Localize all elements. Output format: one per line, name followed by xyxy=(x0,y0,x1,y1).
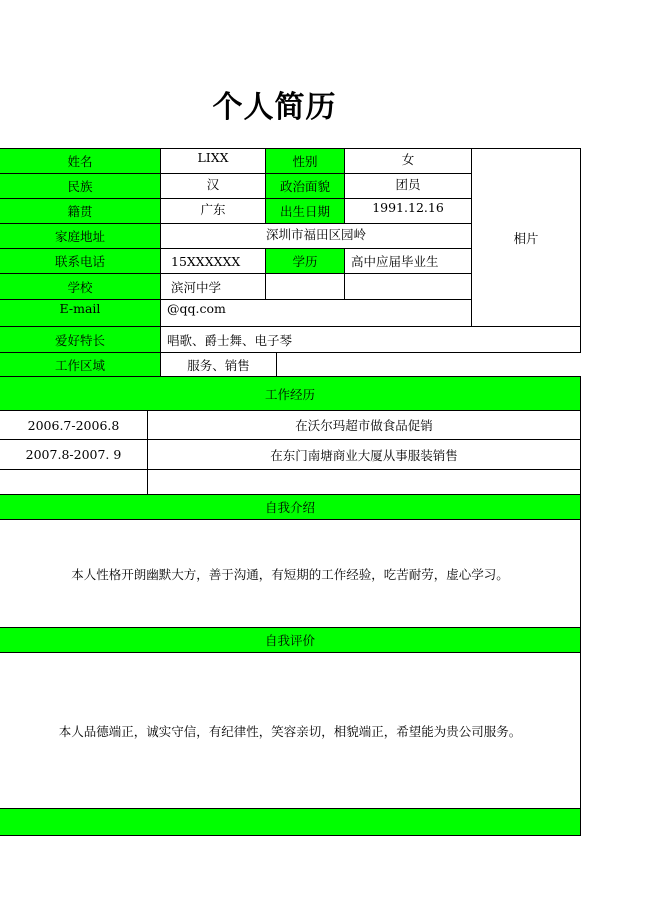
name-label: 姓名 xyxy=(0,148,161,174)
ethnicity-label: 民族 xyxy=(0,173,161,199)
political-label: 政治面貌 xyxy=(265,173,345,199)
footer-bar xyxy=(0,808,581,836)
birth-value: 1991.12.16 xyxy=(344,198,472,224)
education-label: 学历 xyxy=(265,248,345,274)
address-value: 深圳市福田区园岭 xyxy=(160,223,472,249)
hobby-label: 爱好特长 xyxy=(0,326,161,353)
phone-label: 联系电话 xyxy=(0,248,161,274)
work-desc: 在沃尔玛超市做食品促销 xyxy=(147,410,581,440)
email-label: E-mail xyxy=(0,299,161,327)
hobby-value: 唱歌、爵士舞、电子琴 xyxy=(160,326,581,353)
work-desc-empty xyxy=(147,469,581,495)
school-label: 学校 xyxy=(0,273,161,300)
origin-label: 籍贯 xyxy=(0,198,161,224)
email-value: @qq.com xyxy=(160,299,472,327)
political-value: 团员 xyxy=(344,173,472,199)
evaluation-text: 本人品德端正，诚实守信，有纪律性，笑容亲切，相貌端正，希望能为贵公司服务。 xyxy=(0,652,581,809)
evaluation-header: 自我评价 xyxy=(0,627,581,653)
work-desc: 在东门南塘商业大厦从事服装销售 xyxy=(147,439,581,470)
intro-text: 本人性格开朗幽默大方，善于沟通，有短期的工作经验，吃苦耐劳，虚心学习。 xyxy=(0,519,581,628)
work-period: 2006.7-2006.8 xyxy=(0,410,148,440)
gender-value: 女 xyxy=(344,148,472,174)
photo-placeholder: 相片 xyxy=(471,148,581,327)
gender-label: 性别 xyxy=(265,148,345,174)
area-label: 工作区域 xyxy=(0,352,161,377)
empty-cell xyxy=(265,273,345,300)
ethnicity-value: 汉 xyxy=(160,173,266,199)
work-header: 工作经历 xyxy=(0,376,581,411)
intro-header: 自我介绍 xyxy=(0,494,581,520)
name-value: LIXX xyxy=(160,148,266,174)
address-label: 家庭地址 xyxy=(0,223,161,249)
phone-value: 15XXXXXX xyxy=(160,248,266,274)
birth-label: 出生日期 xyxy=(265,198,345,224)
work-period: 2007.8-2007. 9 xyxy=(0,439,148,470)
school-value: 滨河中学 xyxy=(160,273,266,300)
empty-cell xyxy=(344,273,472,300)
area-value: 服务、销售 xyxy=(160,352,277,377)
page-title: 个人简历 xyxy=(212,90,337,125)
origin-value: 广东 xyxy=(160,198,266,224)
work-period-empty xyxy=(0,469,148,495)
education-value: 高中应届毕业生 xyxy=(344,248,472,274)
